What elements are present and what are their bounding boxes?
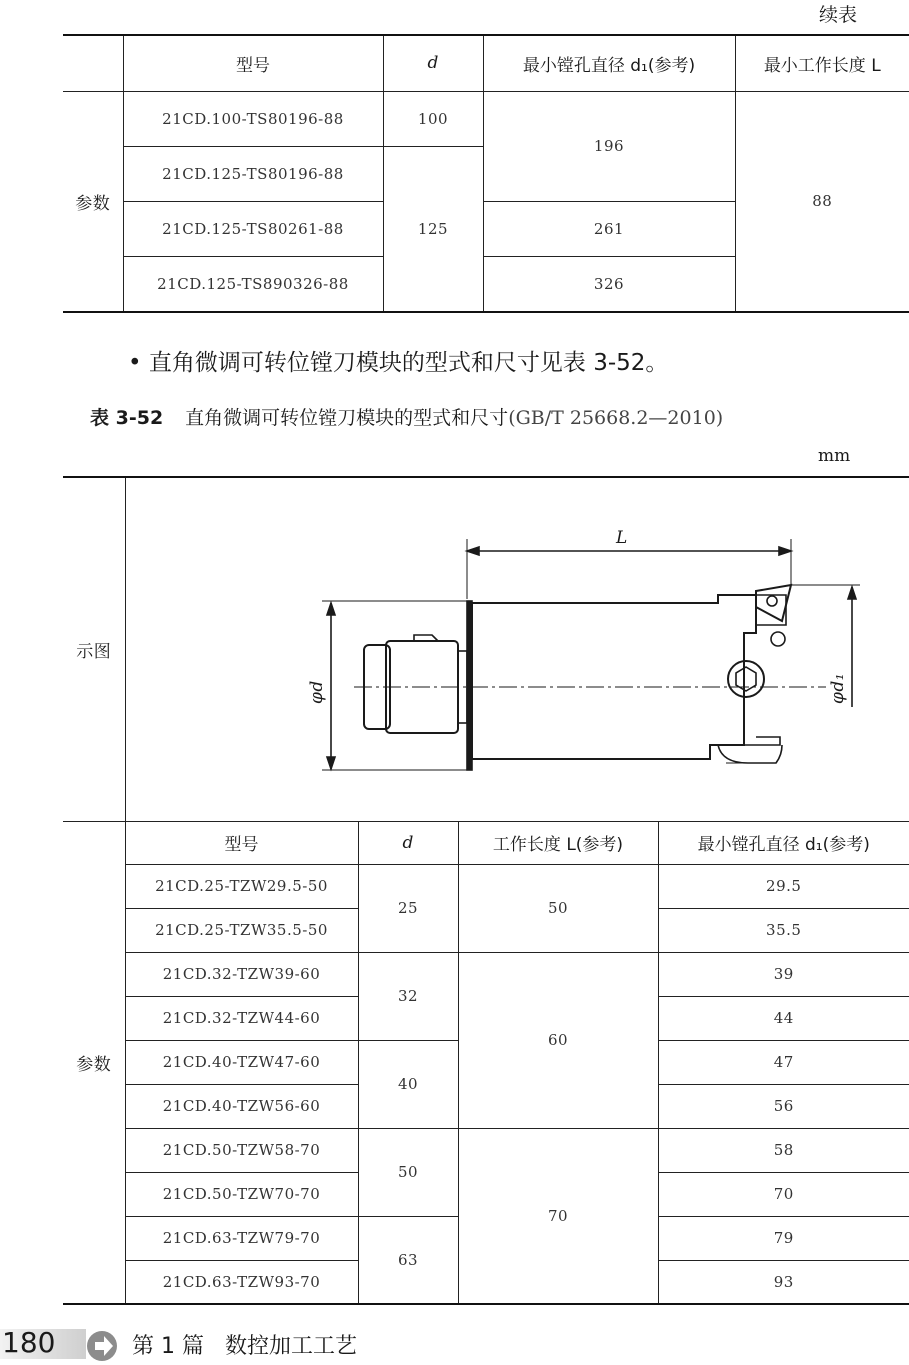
table-cell-model: 21CD.40-TZW47-60 bbox=[125, 1040, 358, 1084]
dimension-table bbox=[63, 476, 909, 1305]
row-label-params: 参数 bbox=[63, 91, 123, 312]
continued-label: 续表 bbox=[818, 4, 857, 26]
table-cell-d: 125 bbox=[383, 146, 483, 312]
table-cell-d1: 44 bbox=[658, 996, 909, 1040]
table-cell-d1: 79 bbox=[658, 1216, 909, 1260]
table-cell-L: 60 bbox=[458, 952, 658, 1128]
row-label-spacer bbox=[63, 35, 123, 91]
table-number: 表 3-52 bbox=[90, 407, 164, 429]
header-model: 型号 bbox=[123, 35, 383, 91]
table-cell-model: 21CD.125-TS80261-88 bbox=[123, 201, 383, 256]
table-cell-d1: 70 bbox=[658, 1172, 909, 1216]
table-cell-d: 50 bbox=[358, 1128, 458, 1216]
table-caption bbox=[90, 403, 723, 430]
table-cell-L: 70 bbox=[458, 1128, 658, 1304]
table-cell-d1: 29.5 bbox=[658, 864, 909, 908]
header-model: 型号 bbox=[125, 821, 358, 864]
table-cell-d1: 58 bbox=[658, 1128, 909, 1172]
page-number: 180 bbox=[2, 1326, 56, 1359]
table-cell-model: 21CD.100-TS80196-88 bbox=[123, 91, 383, 146]
footer-section-title: 第 1 篇 数控加工工艺 bbox=[132, 1334, 357, 1359]
unit-label: mm bbox=[818, 446, 851, 466]
table-cell-d1: 35.5 bbox=[658, 908, 909, 952]
header-d: d bbox=[383, 35, 483, 91]
table-cell-d1: 326 bbox=[483, 256, 735, 312]
header-min-working-length: 最小工作长度 L bbox=[735, 35, 909, 91]
label-diameter: φd bbox=[306, 680, 327, 705]
table-cell-model: 21CD.125-TS80196-88 bbox=[123, 146, 383, 201]
continued-table bbox=[63, 34, 909, 313]
table-cell-model: 21CD.25-TZW29.5-50 bbox=[125, 864, 358, 908]
header-working-length: 工作长度 L(参考) bbox=[458, 821, 658, 864]
arrow-right-icon bbox=[86, 1330, 118, 1362]
table-cell-model: 21CD.32-TZW39-60 bbox=[125, 952, 358, 996]
table-cell-d1: 56 bbox=[658, 1084, 909, 1128]
table-cell-model: 21CD.63-TZW93-70 bbox=[125, 1260, 358, 1304]
table-cell-d: 100 bbox=[383, 91, 483, 146]
body-text: • 直角微调可转位镗刀模块的型式和尺寸见表 3-52。 bbox=[128, 350, 669, 376]
table-cell-model: 21CD.50-TZW58-70 bbox=[125, 1128, 358, 1172]
table-cell-model: 21CD.125-TS890326-88 bbox=[123, 256, 383, 312]
table-title: 直角微调可转位镗刀模块的型式和尺寸 bbox=[185, 407, 509, 429]
table-cell-d1: 93 bbox=[658, 1260, 909, 1304]
table-cell-d1: 47 bbox=[658, 1040, 909, 1084]
table-cell-d1: 261 bbox=[483, 201, 735, 256]
table-standard: (GB/T 25668.2—2010) bbox=[508, 407, 724, 429]
header-min-bore-diameter: 最小镗孔直径 d₁(参考) bbox=[483, 35, 735, 91]
table-cell-d: 63 bbox=[358, 1216, 458, 1304]
boring-tool-diagram bbox=[126, 479, 909, 819]
label-bore-diameter: φd₁ bbox=[827, 673, 848, 705]
table-cell-L: 88 bbox=[735, 91, 909, 312]
table-cell-model: 21CD.50-TZW70-70 bbox=[125, 1172, 358, 1216]
table-cell-d: 25 bbox=[358, 864, 458, 952]
table-cell-d1: 39 bbox=[658, 952, 909, 996]
table-cell-model: 21CD.32-TZW44-60 bbox=[125, 996, 358, 1040]
header-d: d bbox=[358, 821, 458, 864]
table-cell-d1: 196 bbox=[483, 91, 735, 201]
diagram-cell bbox=[125, 477, 909, 821]
row-label-params: 参数 bbox=[63, 821, 125, 1304]
table-cell-d: 40 bbox=[358, 1040, 458, 1128]
label-length: L bbox=[615, 528, 628, 549]
row-label-diagram: 示图 bbox=[63, 477, 125, 821]
table-cell-d: 32 bbox=[358, 952, 458, 1040]
table-cell-model: 21CD.25-TZW35.5-50 bbox=[125, 908, 358, 952]
table-cell-model: 21CD.40-TZW56-60 bbox=[125, 1084, 358, 1128]
header-min-bore-diameter: 最小镗孔直径 d₁(参考) bbox=[658, 821, 909, 864]
table-cell-L: 50 bbox=[458, 864, 658, 952]
table-cell-model: 21CD.63-TZW79-70 bbox=[125, 1216, 358, 1260]
